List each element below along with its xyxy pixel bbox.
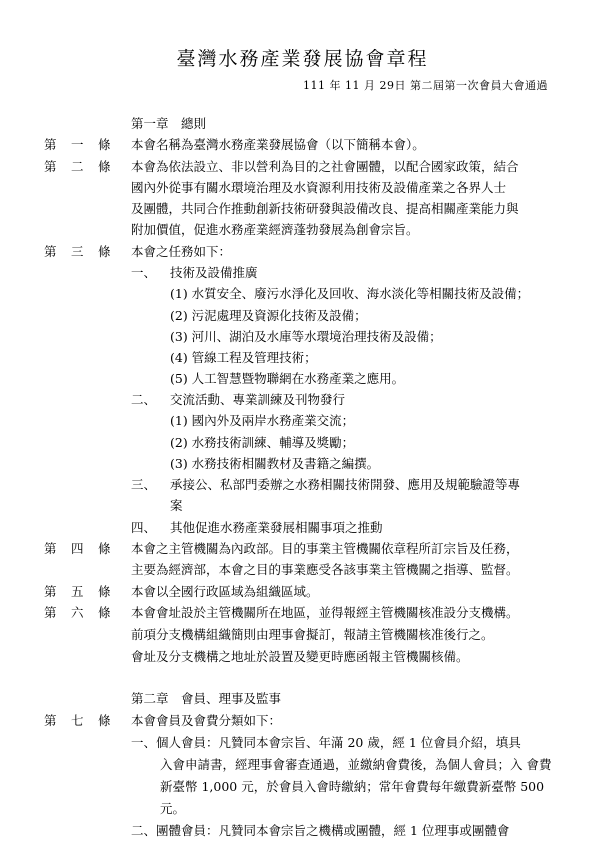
sub-item: (5) 人工智慧暨物聯網在水務產業之應用。 bbox=[170, 371, 405, 386]
article-text: 本會之主管機關為內政部。目的事業主管機關依章程所訂宗旨及任務， bbox=[131, 541, 519, 556]
list-item-text: 其他促進水務產業發展相關事項之推動 bbox=[170, 520, 383, 535]
article-text: 本會會址設於主管機關所在地區，並得報經主管機關核准設分支機構。 bbox=[131, 605, 519, 620]
list-item-text: 技術及設備推廣 bbox=[170, 265, 258, 280]
article-number: 第 七 條 bbox=[44, 713, 111, 728]
chapter-heading: 第一章 總則 bbox=[131, 116, 207, 131]
sub-item: (3) 河川、湖泊及水庫等水環境治理技術及設備； bbox=[170, 329, 442, 344]
document-subtitle: 111 年 11 月 29日 第二屆第一次會員大會通過 bbox=[303, 79, 548, 92]
article-text: 會址及分支機構之地址於設置及變更時應函報主管機關核備。 bbox=[131, 649, 469, 664]
sub-item: (2) 污泥處理及資源化技術及設備； bbox=[170, 308, 367, 323]
list-item-number: 二、 bbox=[131, 392, 157, 407]
article-text: 本會之任務如下： bbox=[131, 244, 232, 259]
list-item-number: 一、 bbox=[131, 265, 157, 280]
article-number: 第 六 條 bbox=[44, 605, 111, 620]
list-item-text: 交流活動、專業訓練及刊物發行 bbox=[170, 392, 346, 407]
article-text: 本會名稱為臺灣水務產業發展協會（以下簡稱本會）。 bbox=[131, 137, 425, 152]
list-item-text: 新臺幣 1,000 元，於會員入會時繳納；常年會費每年繳費新臺幣 500 bbox=[160, 779, 545, 794]
list-item-text: 一、個人會員：凡贊同本會宗旨、年滿 20 歲，經 1 位會員介紹，填具 bbox=[131, 735, 521, 750]
list-item-text: 案 bbox=[170, 498, 183, 513]
article-number: 第 四 條 bbox=[44, 541, 111, 556]
chapter-heading: 第二章 會員、理事及監事 bbox=[131, 691, 282, 706]
article-number: 第 三 條 bbox=[44, 244, 111, 259]
document-title: 臺灣水務產業發展協會章程 bbox=[176, 48, 429, 70]
article-number: 第 一 條 bbox=[44, 137, 111, 152]
list-item-text: 二、團體會員：凡贊同本會宗旨之機構或團體，經 1 位理事或團體會 bbox=[131, 823, 510, 838]
sub-item: (4) 管線工程及管理技術； bbox=[170, 350, 317, 365]
list-item-text: 承接公、私部門委辦之水務相關技術開發、應用及規範驗證等專 bbox=[170, 477, 521, 492]
list-item-text: 元。 bbox=[160, 801, 186, 816]
sub-item: (1) 水質安全、廢污水淨化及回收、海水淡化等相關技術及設備； bbox=[170, 286, 530, 301]
list-item-number: 四、 bbox=[131, 520, 157, 535]
list-item-number: 三、 bbox=[131, 477, 157, 492]
article-number: 第 二 條 bbox=[44, 159, 111, 174]
article-number: 第 五 條 bbox=[44, 584, 111, 599]
article-text: 及團體，共同合作推動創新技術研發與設備改良、提高相關產業能力與 bbox=[131, 201, 519, 216]
article-text: 本會會員及會費分類如下： bbox=[131, 713, 282, 728]
article-text: 前項分支機構組織簡則由理事會擬訂，報請主管機關核准後行之。 bbox=[131, 627, 494, 642]
sub-item: (3) 水務技術相關教材及書籍之編撰。 bbox=[170, 456, 380, 471]
article-text: 本會為依法設立、非以營利為目的之社會團體，以配合國家政策，結合 bbox=[131, 159, 519, 174]
article-text: 本會以全國行政區域為組織區域。 bbox=[131, 584, 319, 599]
list-item-text: 入會申請書，經理事會審查通過，並繳納會費後，為個人會員；入 會費 bbox=[160, 757, 552, 772]
sub-item: (2) 水務技術訓練、輔導及獎勵； bbox=[170, 435, 355, 450]
article-text: 國內外從事有關水環境治理及水資源利用技術及設備產業之各界人士 bbox=[131, 180, 507, 195]
article-text: 主要為經濟部，本會之目的事業應受各該事業主管機關之指導、監督。 bbox=[131, 562, 519, 577]
article-text: 附加價值，促進水務產業經濟蓬勃發展為創會宗旨。 bbox=[131, 222, 419, 237]
sub-item: (1) 國內外及兩岸水務產業交流； bbox=[170, 413, 355, 428]
